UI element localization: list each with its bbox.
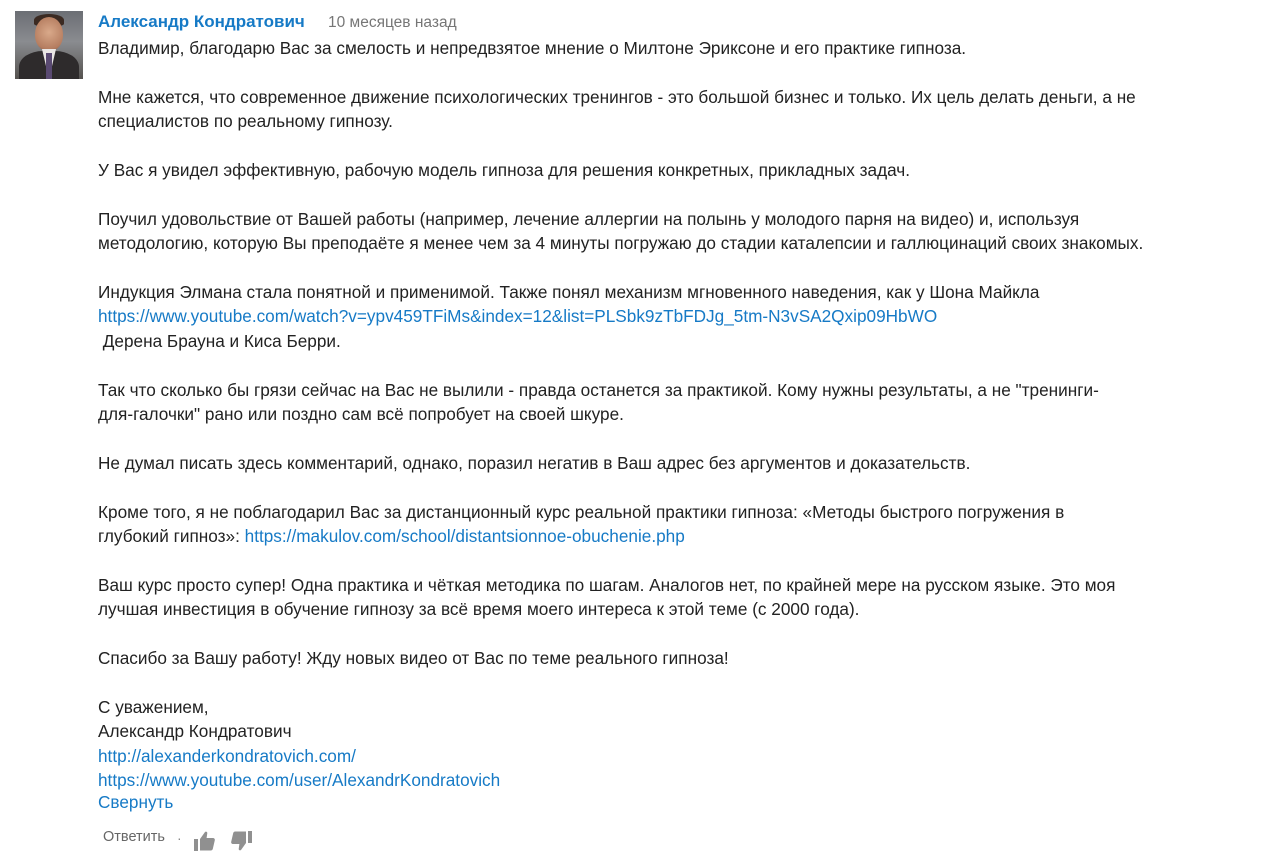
- paragraph-line: лучшая инвестиция в обучение гипнозу за всё время моего интереса к этой теме (с 2000 года).: [98, 599, 860, 620]
- paragraph-6: [98, 378, 1268, 427]
- avatar-tie: [46, 53, 52, 79]
- paragraph-line: Индукция Элмана стала понятной и применимой. Также понял механизм мгновенного наведения, как у Шона Майкла: [98, 282, 1040, 302]
- thumbs-up-icon[interactable]: [192, 829, 216, 853]
- paragraph-text: глубокий гипноз»:: [98, 526, 245, 547]
- paragraph-line: Так что сколько бы грязи сейчас на Вас не вылили - правда останется за практикой. Кому нужны результаты, а не "тренинги-: [98, 379, 1099, 400]
- youtube-channel-link[interactable]: https://www.youtube.com/user/AlexandrKondratovich: [98, 770, 501, 791]
- paragraph-4: [98, 207, 1268, 256]
- comment-body: [98, 36, 1268, 792]
- paragraph-1: [98, 36, 1268, 60]
- paragraph-line: У Вас я увидел эффективную, рабочую модель гипноза для решения конкретных, прикладных задач.: [98, 160, 911, 180]
- youtube-playlist-link[interactable]: https://www.youtube.com/watch?v=ypv459TFiMs&index=12&list=PLSbk9zTbFDJg_5tm-N3vSA2Qxip09HbWO: [98, 306, 938, 327]
- course-link[interactable]: https://makulov.com/school/distantsionnoe-obuchenie.php: [244, 526, 685, 547]
- paragraph-line: Владимир, благодарю Вас за смелость и непредвзятое мнение о Милтоне Эриксоне и его практике гипноза.: [98, 38, 967, 58]
- paragraph-line: методологию, которую Вы преподаёте я менее чем за 4 минуты погружаю до стадии каталепсии и галлюцинаций своих знакомых.: [98, 233, 1144, 254]
- paragraph-line: Ваш курс просто супер! Одна практика и чёткая методика по шагам. Аналогов нет, по крайней мере на русском языке. Это моя: [98, 574, 1116, 595]
- paragraph-2: [98, 85, 1268, 134]
- reply-button[interactable]: Ответить: [103, 829, 165, 845]
- paragraph-3: [98, 158, 1268, 182]
- paragraph-10: [98, 646, 1268, 670]
- collapse-button[interactable]: Свернуть: [98, 792, 174, 812]
- paragraph-line-with-link: [98, 524, 1268, 548]
- paragraph-line: Спасибо за Вашу работу! Жду новых видео от Вас по теме реального гипноза!: [98, 648, 729, 669]
- paragraph-7: [98, 451, 1268, 475]
- avatar-face: [35, 17, 63, 51]
- author-name-link[interactable]: Александр Кондратович: [98, 12, 305, 31]
- separator-dot: ·: [176, 830, 182, 846]
- paragraph-line: специалистов по реальному гипнозу.: [98, 111, 393, 132]
- paragraph-9: [98, 573, 1268, 622]
- comment-timestamp[interactable]: 10 месяцев назад: [328, 14, 457, 31]
- signoff-text: С уважением,: [98, 696, 209, 717]
- avatar[interactable]: [15, 11, 83, 79]
- personal-site-link[interactable]: http://alexanderkondratovich.com/: [98, 745, 356, 766]
- paragraph-line: Не думал писать здесь комментарий, однако, поразил негатив в Ваш адрес без аргументов и доказательств.: [98, 452, 971, 473]
- paragraph-line: Кроме того, я не поблагодарил Вас за дистанционный курс реальной практики гипноза: «Методы быстрого погружения в: [98, 501, 1065, 522]
- paragraph-5: [98, 280, 1268, 353]
- signature-name: Александр Кондратович: [98, 721, 292, 742]
- paragraph-line: Дерена Брауна и Киса Берри.: [98, 330, 341, 351]
- thumbs-down-icon[interactable]: [230, 829, 254, 853]
- paragraph-8: [98, 500, 1268, 549]
- comment-actions: [103, 822, 268, 852]
- paragraph-line: Мне кажется, что современное движение психологических тренингов - это большой бизнес и только. Их цель делать деньги, а не: [98, 86, 1136, 107]
- paragraph-line: для-галочки" рано или поздно сам всё попробует на своей шкуре.: [98, 404, 624, 425]
- paragraph-line: Поучил удовольствие от Вашей работы (например, лечение аллергии на полынь у молодого парня на видео) и, используя: [98, 208, 1080, 229]
- signature-block: [98, 695, 1268, 793]
